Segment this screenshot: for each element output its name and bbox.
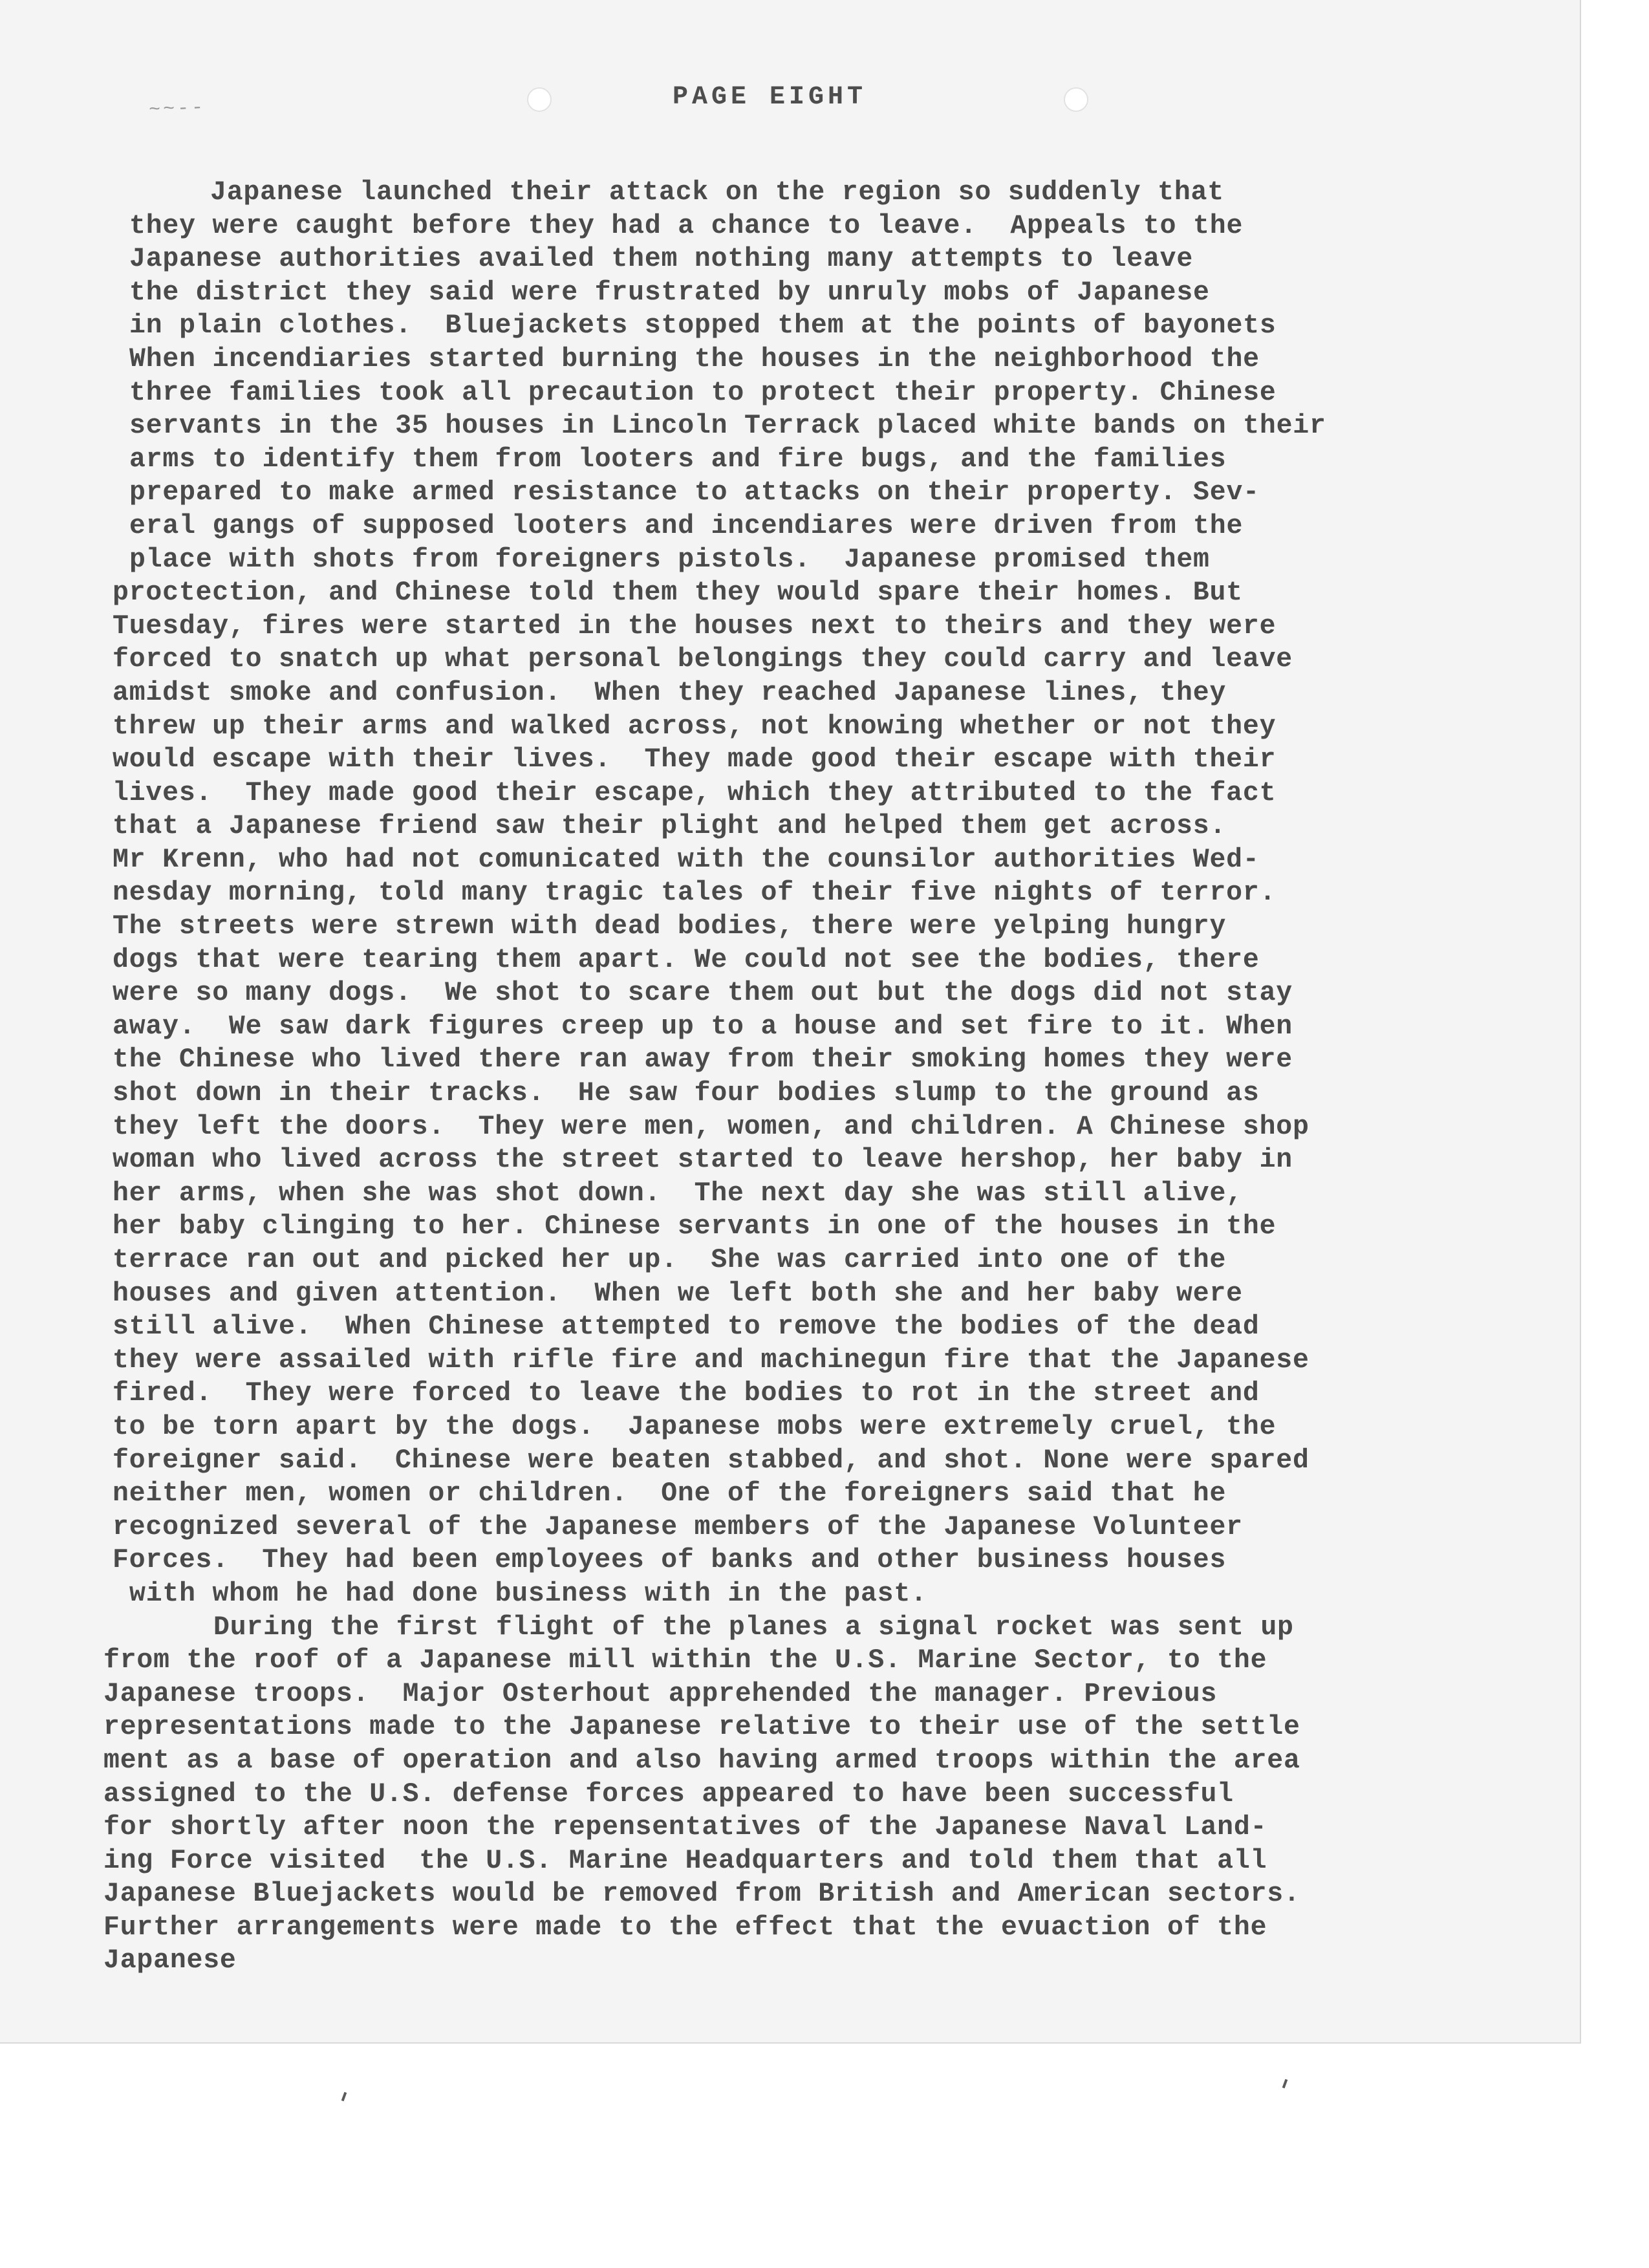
- text-line: arms to identify them from looters and fire bugs, and the families: [129, 444, 1227, 475]
- text-line: Japanese Bluejackets would be removed from British and American sectors.: [103, 1879, 1300, 1910]
- text-line: nesday morning, told many tragic tales of their five nights of terror.: [113, 878, 1277, 909]
- text-line: shot down in their tracks. He saw four bodies slump to the ground as: [113, 1078, 1260, 1109]
- text-line: Forces. They had been employees of banks and other business houses: [113, 1545, 1227, 1576]
- text-line: they were caught before they had a chance to leave. Appeals to the: [129, 210, 1244, 241]
- text-line: Japanese: [103, 1945, 237, 1976]
- text-line: that a Japanese friend saw their plight and helped them get across.: [113, 811, 1227, 842]
- text-line: dogs that were tearing them apart. We could not see the bodies, there: [113, 944, 1260, 975]
- text-line: During the first flight of the planes a signal rocket was sent up: [213, 1612, 1294, 1643]
- text-line: to be torn apart by the dogs. Japanese mobs were extremely cruel, the: [113, 1411, 1277, 1442]
- text-line: neither men, women or children. One of the foreigners said that he: [113, 1478, 1227, 1509]
- corner-annotation: ~~--: [148, 96, 207, 122]
- text-line: proctection, and Chinese told them they would spare their homes. But: [113, 578, 1243, 609]
- text-line: would escape with their lives. They made good their escape with their: [113, 744, 1277, 775]
- text-line: from the roof of a Japanese mill within the U.S. Marine Sector, to the: [103, 1645, 1267, 1676]
- text-line: with whom he had done business with in the past.: [129, 1578, 927, 1609]
- text-line: fired. They were forced to leave the bodies to rot in the street and: [113, 1378, 1260, 1409]
- text-line: prepared to make armed resistance to attacks on their property. Sev-: [129, 477, 1260, 508]
- text-line: they left the doors. They were men, women, and children. A Chinese shop: [113, 1111, 1310, 1142]
- text-line: in plain clothes. Bluejackets stopped them at the points of bayonets: [129, 310, 1277, 341]
- text-line: the district they said were frustrated by unruly mobs of Japanese: [129, 277, 1210, 308]
- text-line: houses and given attention. When we left both she and her baby were: [113, 1278, 1243, 1309]
- text-line: Japanese authorities availed them nothing many attempts to leave: [129, 244, 1194, 275]
- punch-hole-right: [1064, 87, 1088, 112]
- text-line: ing Force visited the U.S. Marine Headquarters and told them that all: [103, 1845, 1267, 1876]
- text-line: were so many dogs. We shot to scare them out but the dogs did not stay: [113, 978, 1293, 1009]
- text-line: still alive. When Chinese attempted to remove the bodies of the dead: [113, 1312, 1260, 1343]
- text-line: Japanese launched their attack on the region so suddenly that: [210, 177, 1224, 208]
- text-line: recognized several of the Japanese members of the Japanese Volunteer: [113, 1511, 1243, 1542]
- punch-hole-left: [527, 87, 552, 112]
- text-line: assigned to the U.S. defense forces appeared to have been successful: [103, 1778, 1234, 1809]
- text-line: terrace ran out and picked her up. She was carried into one of the: [113, 1245, 1227, 1275]
- scan-speck: [341, 2092, 347, 2102]
- text-line: place with shots from foreigners pistols. Japanese promised them: [129, 544, 1210, 575]
- text-line: servants in the 35 houses in Lincoln Terrack placed white bands on their: [129, 411, 1326, 442]
- text-line: Tuesday, fires were started in the houses next to theirs and they were: [113, 610, 1277, 642]
- text-line: threw up their arms and walked across, not knowing whether or not they: [113, 711, 1277, 742]
- typed-body-text: [97, 176, 1546, 1978]
- text-line: Japanese troops. Major Osterhout apprehended the manager. Previous: [103, 1678, 1218, 1709]
- text-line: representations made to the Japanese relative to their use of the settle: [103, 1712, 1300, 1743]
- text-line: forced to snatch up what personal belongings they could carry and leave: [113, 644, 1293, 675]
- text-line: away. We saw dark figures creep up to a house and set fire to it. When: [113, 1011, 1293, 1042]
- scan-background-margin: [1581, 0, 1649, 2268]
- text-line: the Chinese who lived there ran away from their smoking homes they were: [113, 1044, 1293, 1075]
- text-line: they were assailed with rifle fire and machinegun fire that the Japanese: [113, 1345, 1310, 1376]
- text-line: foreigner said. Chinese were beaten stabbed, and shot. None were spared: [113, 1445, 1310, 1476]
- text-line: eral gangs of supposed looters and incendiares were driven from the: [129, 510, 1244, 541]
- text-line: her arms, when she was shot down. The next day she was still alive,: [113, 1178, 1243, 1209]
- text-line: woman who lived across the street started to leave hershop, her baby in: [113, 1145, 1293, 1176]
- text-line: for shortly after noon the repensentatives of the Japanese Naval Land-: [103, 1812, 1267, 1843]
- text-line: When incendiaries started burning the houses in the neighborhood the: [129, 343, 1260, 374]
- page-heading: PAGE EIGHT: [673, 83, 867, 112]
- text-line: Further arrangements were made to the effect that the evuaction of the: [103, 1912, 1267, 1943]
- text-line: The streets were strewn with dead bodies, there were yelping hungry: [113, 911, 1227, 942]
- text-line: ment as a base of operation and also having armed troops within the area: [103, 1745, 1300, 1776]
- text-line: Mr Krenn, who had not comunicated with the counsilor authorities Wed-: [113, 844, 1260, 875]
- text-line: lives. They made good their escape, which they attributed to the fact: [113, 777, 1277, 808]
- text-line: her baby clinging to her. Chinese servants in one of the houses in the: [113, 1211, 1277, 1242]
- text-line: amidst smoke and confusion. When they reached Japanese lines, they: [113, 677, 1227, 708]
- scan-speck: [1282, 2079, 1288, 2089]
- text-line: three families took all precaution to protect their property. Chinese: [129, 377, 1277, 408]
